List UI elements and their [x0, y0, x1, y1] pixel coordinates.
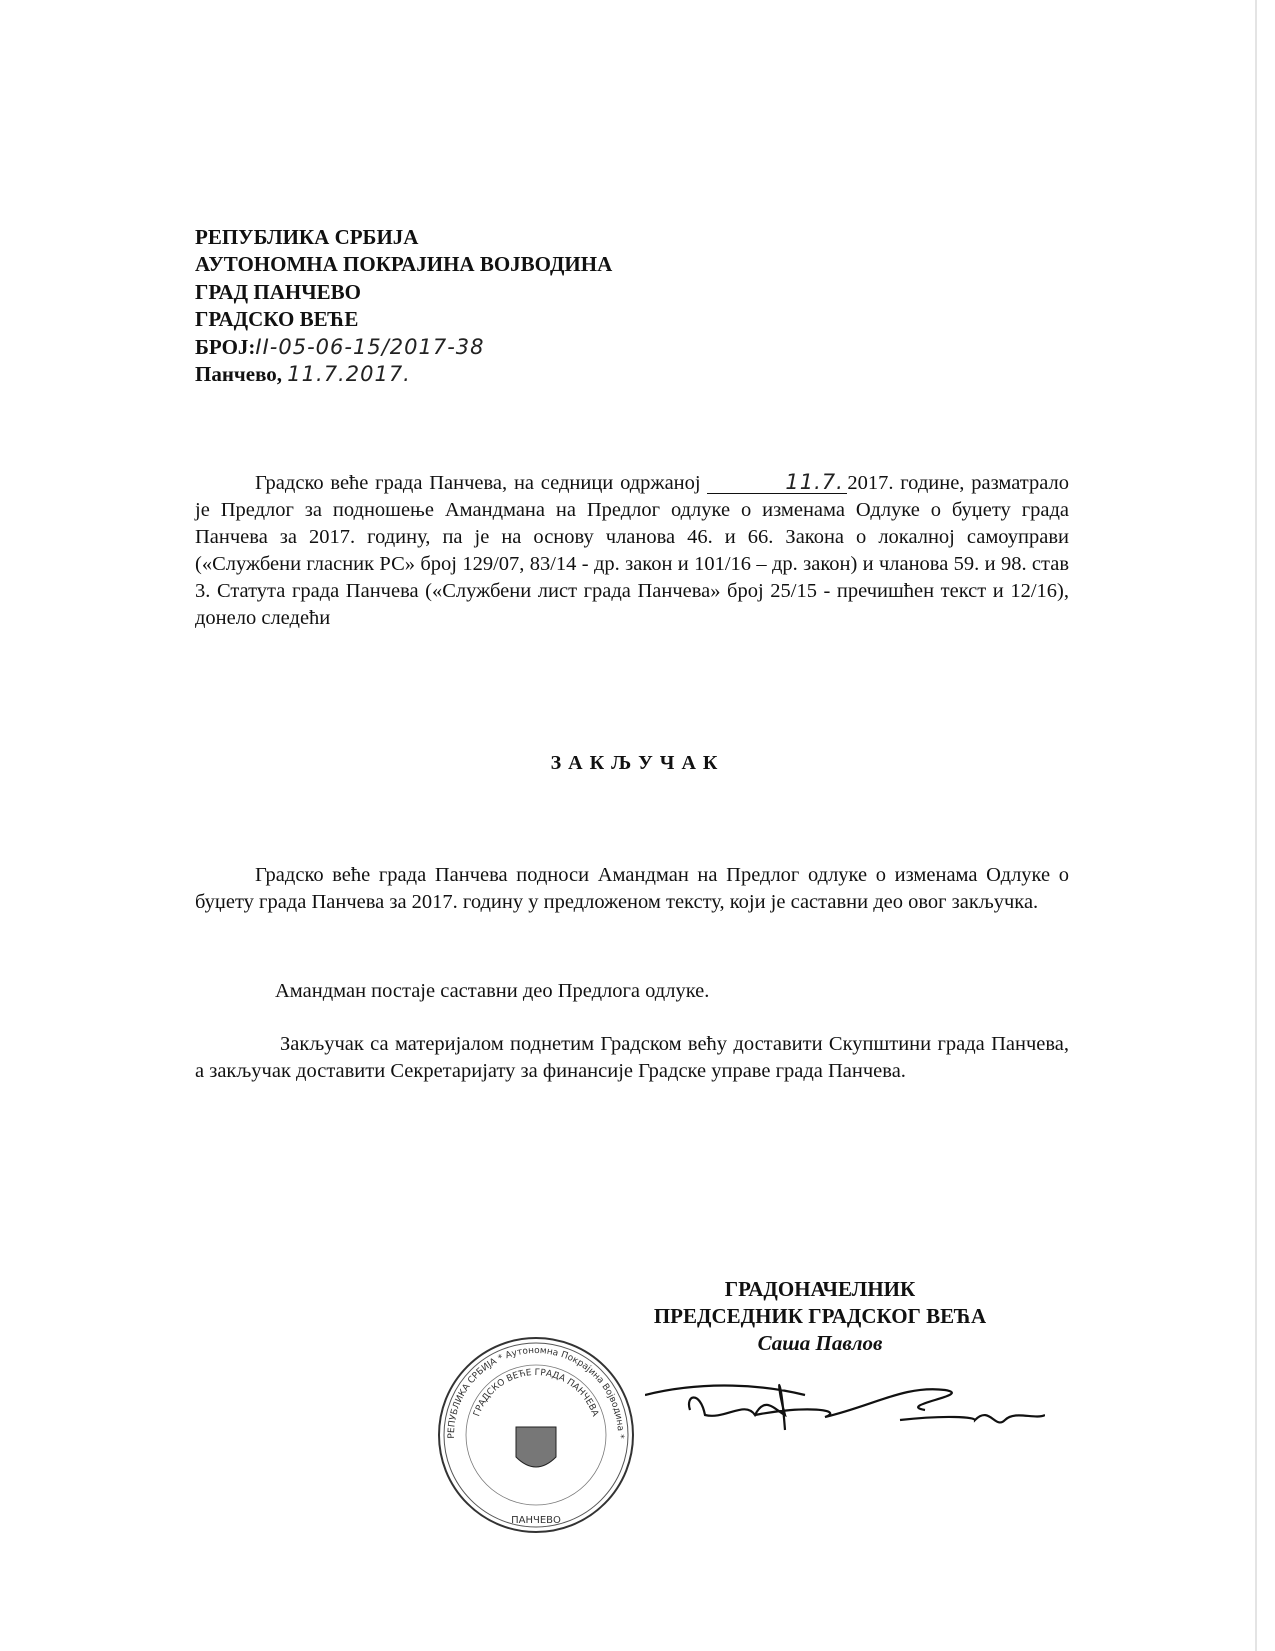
signatory-name: Саша Павлов [757, 1331, 883, 1355]
intro-text: Градско веће града Панчева, на седници одржаној [255, 472, 701, 494]
session-date-value: 11.7. [785, 470, 844, 494]
body-paragraph-3 [195, 1031, 1069, 1085]
header-line: ГРАД ПАНЧЕВО [195, 279, 361, 304]
body-text: Амандман постаје саставни део Предлога одлуке. [275, 980, 710, 1002]
place-label: Панчево, [195, 361, 283, 386]
body-paragraph-1 [195, 862, 1069, 916]
body-paragraph-2 [195, 978, 1069, 1005]
svg-text:ГРАДСКО ВЕЋЕ ГРАДА ПАНЧЕВА [472, 1368, 600, 1419]
body-text: Градско веће града Панчева подноси Амандман на Предлог одлуке о изменама Одлуке о буџету града Панчева за 2017. годину у предложеном тексту, који је саставни део овог закључка. [195, 864, 1069, 913]
header-line: ГРАДСКО ВЕЋЕ [195, 307, 359, 332]
document-header [195, 224, 612, 388]
date-value: 11.7.2017. [287, 361, 411, 386]
stamp-bottom-text: ПАНЧЕВО [511, 1515, 561, 1526]
stamp-outer-text: РЕПУБЛИКА СРБИЈА * Аутономна Покрајина Војводина * [446, 1345, 626, 1439]
intro-paragraph [195, 470, 1069, 632]
body-text: Закључак са материјалом поднетим Градском већу доставити Скупштини града Панчева, а закључак доставити Секретаријату за финансије Градске управе града Панчева. [195, 1033, 1069, 1082]
signature-block [620, 1276, 1020, 1357]
header-line: РЕПУБЛИКА СРБИЈА [195, 225, 419, 249]
header-line: АУТОНОМНА ПОКРАЈИНА ВОЈВОДИНА [195, 252, 613, 277]
signatory-title-1: ГРАДОНАЧЕЛНИК [724, 1277, 916, 1301]
number-label: БРОЈ: [195, 334, 256, 359]
handwritten-signature [645, 1375, 1045, 1445]
page-edge [1255, 0, 1257, 1651]
stamp-inner-text: ГРАДСКО ВЕЋЕ ГРАДА ПАНЧЕВА [472, 1367, 600, 1418]
document-number [195, 334, 612, 361]
coat-of-arms-icon [516, 1427, 556, 1467]
document-title: ЗАКЉУЧАК [550, 752, 725, 774]
number-value: II-05-06-15/2017-38 [255, 334, 485, 359]
signatory-title-2: ПРЕДСЕДНИК ГРАДСКОГ ВЕЋА [653, 1304, 987, 1328]
official-stamp [436, 1335, 636, 1535]
document-place-date [195, 361, 612, 388]
intro-text-cont: 2017. године, разматрало је Предлог за подношење Амандмана на Предлог одлуке о изменама Одлуке о буџету града Панчева за 2017. годину, па је на основу чланова 46. и 66. Закона о локалној самоуправи («Службени гласник РС» број 129/07, 83/14 - др. закон и 101/16 – др. закон) и чланова 59. и 98. став 3. Статута града Панчева («Службени лист града Панчева» број 25/15 - пречишћен текст и 12/16), донело следећи [195, 472, 1069, 629]
session-date-blank [707, 472, 847, 494]
